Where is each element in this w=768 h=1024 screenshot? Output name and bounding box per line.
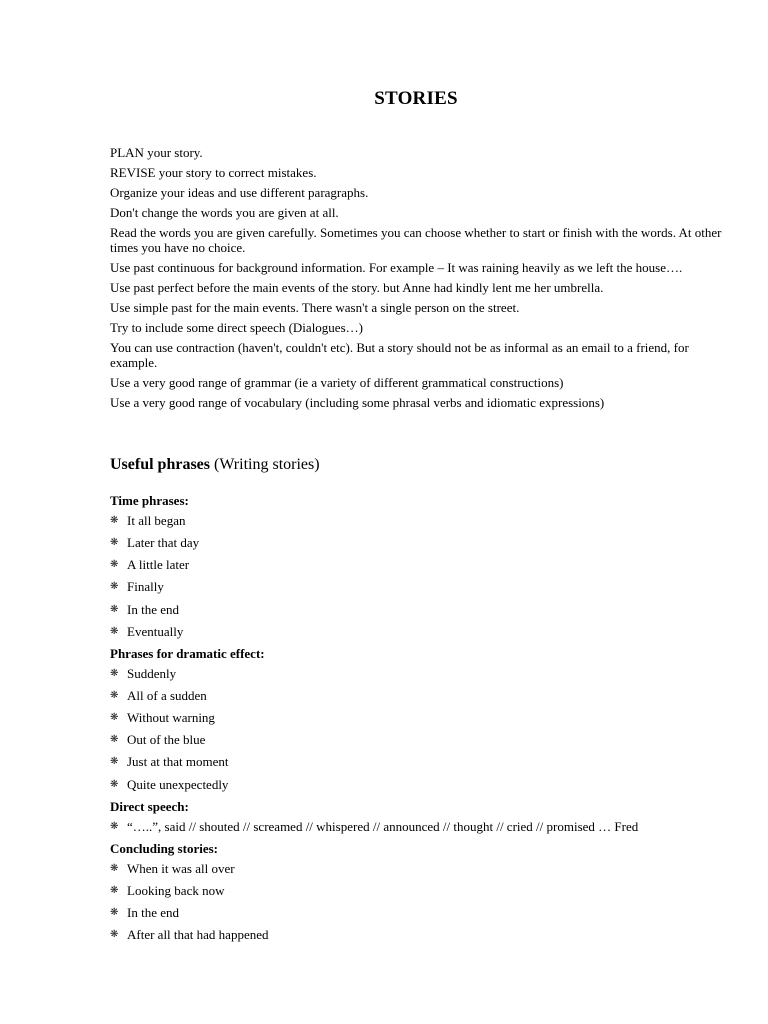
list-item: ❋ Without warning <box>110 710 215 726</box>
asterisk-bullet-icon: ❋ <box>110 559 119 571</box>
list-item: ❋ Just at that moment <box>110 754 229 770</box>
list-item: ❋ Looking back now <box>110 882 225 898</box>
direct-speech-list <box>110 819 730 836</box>
asterisk-bullet-icon: ❋ <box>110 778 119 790</box>
section-label-direct-speech: Direct speech: <box>110 798 189 814</box>
writing-tips-list <box>110 145 730 415</box>
list-item: ❋ It all began <box>110 513 186 528</box>
list-item: ❋ “…..”, said // shouted // screamed // whispered // announced // thought // cried // promised … Fred <box>110 818 639 834</box>
list-item: ❋ After all that had happened <box>110 927 269 943</box>
asterisk-bullet-icon: ❋ <box>110 625 119 637</box>
section-label-dramatic-effect: Phrases for dramatic effect: <box>110 645 265 661</box>
dramatic-effect-list <box>110 666 730 794</box>
tip-item: Read the words you are given carefully. Sometimes you can choose whether to start or finish with the words. At other times you have no choice. <box>110 225 722 255</box>
list-item: ❋ Out of the blue <box>110 732 206 748</box>
section-label-concluding-stories: Concluding stories: <box>110 840 218 856</box>
list-item: ❋ Later that day <box>110 535 200 551</box>
asterisk-bullet-icon: ❋ <box>110 537 119 549</box>
asterisk-bullet-icon: ❋ <box>110 667 119 679</box>
list-item: ❋ A little later <box>110 557 190 573</box>
asterisk-bullet-icon: ❋ <box>110 929 119 941</box>
asterisk-bullet-icon: ❋ <box>110 603 119 615</box>
phrase-sections <box>110 493 730 949</box>
list-item: ❋ All of a sudden <box>110 687 207 703</box>
tip-item: Use a very good range of vocabulary (including some phrasal verbs and idiomatic expressions) <box>110 395 605 410</box>
tip-item: Try to include some direct speech (Dialogues…) <box>110 320 363 335</box>
asterisk-bullet-icon: ❋ <box>110 712 119 724</box>
useful-phrases-heading-rest: (Writing stories) <box>210 456 320 473</box>
tip-item: Use simple past for the main events. There wasn't a single person on the street. <box>110 300 520 315</box>
list-item: ❋ In the end <box>110 905 179 921</box>
tip-item: Don't change the words you are given at all. <box>110 205 339 220</box>
list-item: ❋ In the end <box>110 601 179 617</box>
list-item: ❋ Eventually <box>110 623 184 639</box>
list-item: ❋ Suddenly <box>110 665 177 681</box>
list-item: ❋ Quite unexpectedly <box>110 776 229 792</box>
useful-phrases-heading <box>110 456 320 474</box>
tip-item: PLAN your story. <box>110 145 203 160</box>
tip-item: Use past continuous for background information. For example – It was raining heavily as we left the house…. <box>110 260 683 275</box>
tip-item: Use past perfect before the main events of the story. but Anne had kindly lent me her umbrella. <box>110 280 604 295</box>
asterisk-bullet-icon: ❋ <box>110 581 119 593</box>
asterisk-bullet-icon: ❋ <box>110 907 119 919</box>
asterisk-bullet-icon: ❋ <box>110 820 119 832</box>
list-item: ❋ Finally <box>110 579 164 595</box>
time-phrases-list <box>110 513 730 641</box>
concluding-stories-list <box>110 861 730 944</box>
asterisk-bullet-icon: ❋ <box>110 515 119 526</box>
asterisk-bullet-icon: ❋ <box>110 862 119 874</box>
tip-item: REVISE your story to correct mistakes. <box>110 165 317 180</box>
tip-item: You can use contraction (haven't, couldn't etc). But a story should not be as informal as an email to a friend, for example. <box>110 340 689 370</box>
section-label-time-phrases: Time phrases: <box>110 493 189 508</box>
tip-item: Use a very good range of grammar (ie a variety of different grammatical constructions) <box>110 375 564 390</box>
tip-item: Organize your ideas and use different paragraphs. <box>110 185 369 200</box>
page-title: STORIES <box>374 88 458 109</box>
useful-phrases-heading-bold: Useful phrases <box>110 456 211 473</box>
asterisk-bullet-icon: ❋ <box>110 756 119 768</box>
asterisk-bullet-icon: ❋ <box>110 734 119 746</box>
asterisk-bullet-icon: ❋ <box>110 884 119 896</box>
asterisk-bullet-icon: ❋ <box>110 689 119 701</box>
list-item: ❋ When it was all over <box>110 860 235 876</box>
